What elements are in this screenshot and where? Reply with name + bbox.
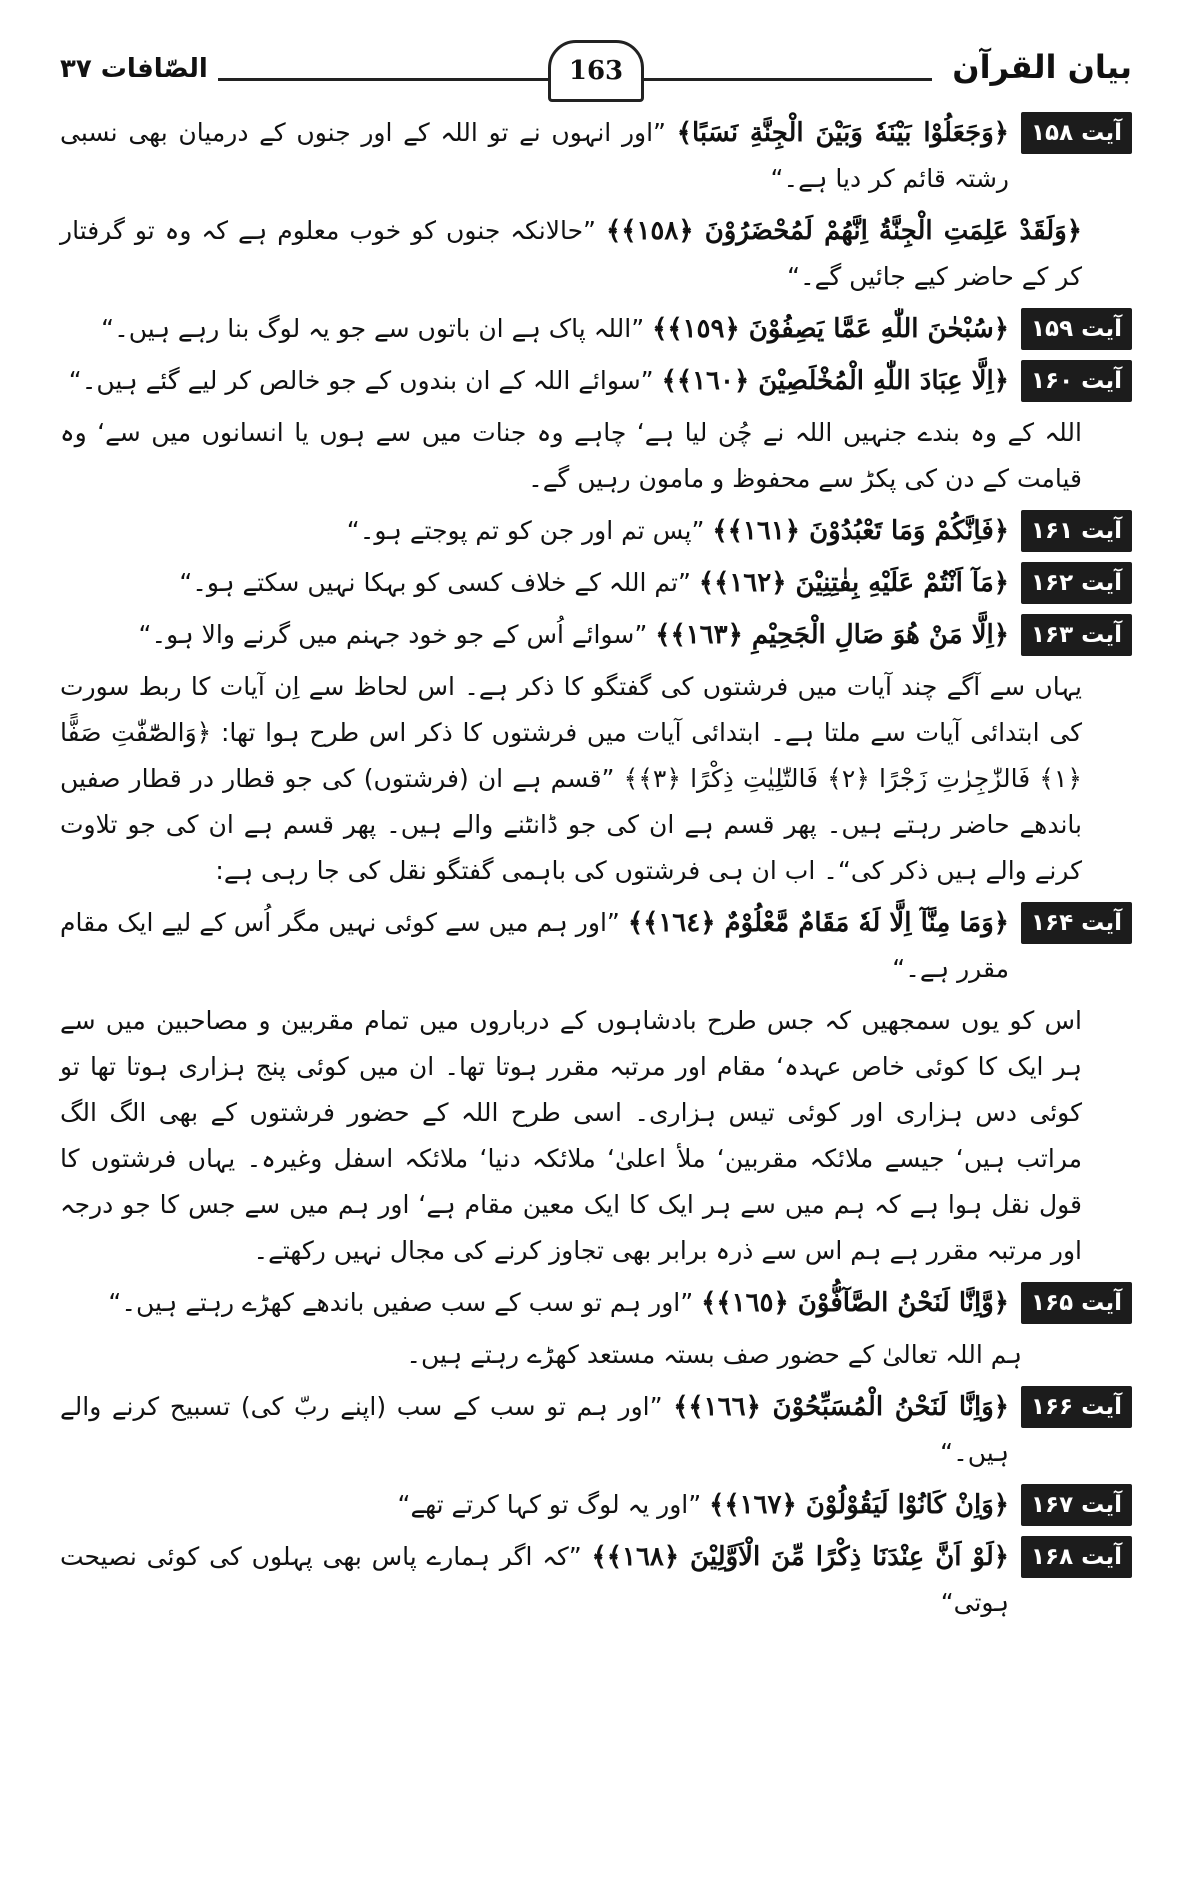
urdu-text: اس کو یوں سمجھیں کہ جس طرح بادشاہوں کے درباروں میں تمام مقربین و مصاحبین میں سے ہر ایک کا کوئی خاص عہدہ‘ مقام اور مرتبہ مقرر ہوتا تھا۔ ان میں کوئی پنج ہزاری ہوتا تھا تو کوئی دس ہزاری اور کوئی تیس ہزاری۔ اسی طرح اللہ کے حضور فرشتوں کے بھی الگ الگ مراتب ہیں‘ جیسے ملائکہ مقربین‘ ملأ اعلیٰ‘ ملائکہ دنیا‘ ملائکہ اسفل وغیرہ۔ یہاں فرشتوں کا قول نقل ہوا ہے کہ ہم میں سے ہر ایک کا ایک معین مقام ہے‘ اور ہم میں سے جس کا جو درجہ اور مرتبہ مقرر ہے ہم اس سے ذرہ برابر بھی تجاوز کرنے کی مجال نہیں رکھتے۔ — [60, 1006, 1082, 1265]
ayah-text — [60, 306, 1009, 352]
ayah-number-badge: آیت ۱۶۶ — [1021, 1386, 1132, 1428]
arabic-verse: ﴿وَلَقَدْ عَلِمَتِ الْجِنَّةُ اِنَّهُمْ لَمُحْضَرُوْنَ ﴿١٥٨﴾﴾ — [606, 216, 1082, 246]
ayah-number-badge: آیت ۱۶۲ — [1021, 562, 1132, 604]
arabic-verse: ﴿اِلَّا عِبَادَ اللّٰهِ الْمُخْلَصِيْنَ ﴿١٦٠﴾﴾ — [661, 366, 1009, 396]
arabic-verse: ﴿وَاِنَّا لَنَحْنُ الْمُسَبِّحُوْنَ ﴿١٦٦﴾﴾ — [673, 1392, 1010, 1422]
book-title: بیان القرآن — [942, 48, 1132, 86]
urdu-translation: ”سوائے اُس کے جو خود جہنم میں گرنے والا ہو۔“ — [138, 620, 648, 649]
ayah-row — [60, 900, 1132, 992]
ayah-number-badge: آیت ۱۶۰ — [1021, 360, 1132, 402]
ayah-row — [60, 1280, 1132, 1326]
arabic-verse: ﴿سُبْحٰنَ اللّٰهِ عَمَّا يَصِفُوْنَ ﴿١٥٩﴾﴾ — [652, 314, 1009, 344]
surah-name: الصّافات ۳۷ — [60, 54, 218, 84]
ayah-text — [60, 1482, 1009, 1528]
arabic-verse: ﴿فَاِنَّكُمْ وَمَا تَعْبُدُوْنَ ﴿١٦١﴾﴾ — [712, 516, 1009, 546]
ayah-row — [60, 560, 1132, 606]
urdu-text: اللہ کے وہ بندے جنہیں اللہ نے چُن لیا ہے‘ چاہے وہ جنات میں سے ہوں یا انسانوں میں سے‘ وہ قیامت کے دن کی پکڑ سے محفوظ و مامون رہیں گے۔ — [60, 418, 1082, 493]
urdu-translation: ”اور یہ لوگ تو کہا کرتے تھے“ — [397, 1490, 702, 1519]
ayah-text — [60, 612, 1009, 658]
ayah-row — [60, 358, 1132, 404]
urdu-text: یہاں سے آگے چند آیات میں فرشتوں کی گفتگو کا ذکر ہے۔ اس لحاظ سے اِن آیات کا ربط سورت کی ابتدائی آیات سے ملتا ہے۔ ابتدائی آیات میں فرشتوں کا ذکر اس طرح ہوا تھا: ﴿وَالصّٰٓفّٰتِ صَفًّا ﴿١﴾ فَالزّٰجِرٰتِ زَجْرًا ﴿٢﴾ فَالتّٰلِيٰتِ ذِكْرًا ﴿٣﴾﴾ ”قسم ہے ان (فرشتوں) کی جو قطار در قطار صفیں باندھے حاضر رہتے ہیں۔ پھر قسم ہے ان کی جو ڈانٹنے والے ہیں۔ پھر قسم ہے ان کی جو تلاوت کرنے والے ہیں ذکر کی“۔ اب ان ہی فرشتوں کی باہمی گفتگو نقل کی جا رہی ہے: — [60, 672, 1083, 885]
urdu-translation: ”تم اللہ کے خلاف کسی کو بہکا نہیں سکتے ہو۔“ — [179, 568, 691, 597]
ayah-number-badge: آیت ۱۶۵ — [1021, 1282, 1132, 1324]
ayah-row — [60, 306, 1132, 352]
urdu-translation: ”سوائے اللہ کے ان بندوں کے جو خالص کر لیے گئے ہیں۔“ — [68, 366, 654, 395]
commentary-paragraph — [60, 664, 1132, 894]
urdu-translation: ”اللہ پاک ہے ان باتوں سے جو یہ لوگ بنا رہے ہیں۔“ — [101, 314, 645, 343]
urdu-translation: ”اور ہم تو سب کے سب صفیں باندھے کھڑے رہتے ہیں۔“ — [108, 1288, 694, 1317]
ayah-row — [60, 1384, 1132, 1476]
arabic-verse: ﴿وَمَا مِنَّآ اِلَّا لَهٗ مَقَامٌ مَّعْلُوْمٌ ﴿١٦٤﴾﴾ — [627, 908, 1009, 938]
urdu-translation: ”اور انہوں نے تو اللہ کے اور جنوں کے درمیان بھی نسبی رشتہ قائم کر دیا ہے۔“ — [60, 118, 1009, 193]
ayah-text — [60, 110, 1009, 202]
ayah-text — [60, 358, 1009, 404]
ayah-text — [60, 560, 1009, 606]
arabic-verse: ﴿وَجَعَلُوْا بَيْنَهٗ وَبَيْنَ الْجِنَّةِ نَسَبًا﴾ — [676, 118, 1010, 148]
ayah-text — [60, 508, 1009, 554]
ayah-row — [60, 1534, 1132, 1626]
ayah-number-badge: آیت ۱۶۷ — [1021, 1484, 1132, 1526]
page-header — [60, 40, 1132, 110]
commentary-paragraph — [60, 1332, 1132, 1378]
ayah-row — [60, 508, 1132, 554]
urdu-translation: ”اور ہم تو سب کے سب (اپنے ربّ کی) تسبیح کرنے والے ہیں۔“ — [60, 1392, 1009, 1467]
commentary-paragraph — [60, 998, 1132, 1274]
ayah-text — [60, 1280, 1009, 1326]
urdu-translation: ”پس تم اور جن کو تم پوجتے ہو۔“ — [346, 516, 705, 545]
ayah-row — [60, 612, 1132, 658]
arabic-verse: ﴿وَّاِنَّا لَنَحْنُ الصَّآفُّوْنَ ﴿١٦٥﴾﴾ — [701, 1288, 1009, 1318]
arabic-verse: ﴿لَوْ اَنَّ عِنْدَنَا ذِكْرًا مِّنَ الْاَوَّلِيْنَ ﴿١٦٨﴾﴾ — [591, 1542, 1009, 1572]
ayah-row — [60, 1482, 1132, 1528]
urdu-text: ہم اللہ تعالیٰ کے حضور صف بستہ مستعد کھڑے رہتے ہیں۔ — [406, 1340, 1022, 1369]
page-content — [60, 110, 1132, 1626]
urdu-translation: ”اور ہم میں سے کوئی نہیں مگر اُس کے لیے ایک مقام مقرر ہے۔“ — [60, 908, 1009, 983]
commentary-paragraph — [60, 410, 1132, 502]
ayah-text — [60, 1534, 1009, 1626]
arabic-verse: ﴿وَاِنْ كَانُوْا لَيَقُوْلُوْنَ ﴿١٦٧﴾﴾ — [709, 1490, 1009, 1520]
ayah-number-badge: آیت ۱۶۱ — [1021, 510, 1132, 552]
ayah-text — [60, 1384, 1009, 1476]
ayah-text — [60, 900, 1009, 992]
commentary-paragraph — [60, 208, 1132, 300]
arabic-verse: ﴿مَآ اَنْتُمْ عَلَيْهِ بِفٰتِنِيْنَ ﴿١٦٢﴾﴾ — [698, 568, 1009, 598]
ayah-number-badge: آیت ۱۶۸ — [1021, 1536, 1132, 1578]
ayah-number-badge: آیت ۱۶۳ — [1021, 614, 1132, 656]
urdu-text: ”حالانکہ جنوں کو خوب معلوم ہے کہ وہ تو گرفتار کر کے حاضر کیے جائیں گے۔“ — [60, 216, 1082, 291]
ayah-number-badge: آیت ۱۵۹ — [1021, 308, 1132, 350]
ayah-number-badge: آیت ۱۶۴ — [1021, 902, 1132, 944]
urdu-translation: ”کہ اگر ہمارے پاس بھی پہلوں کی کوئی نصیحت ہوتی“ — [60, 1542, 1009, 1617]
ayah-number-badge: آیت ۱۵۸ — [1021, 112, 1132, 154]
ayah-row — [60, 110, 1132, 202]
arabic-verse: ﴿اِلَّا مَنْ هُوَ صَالِ الْجَحِيْمِ ﴿١٦٣﴾﴾ — [655, 620, 1009, 650]
page-number: 163 — [548, 40, 644, 102]
